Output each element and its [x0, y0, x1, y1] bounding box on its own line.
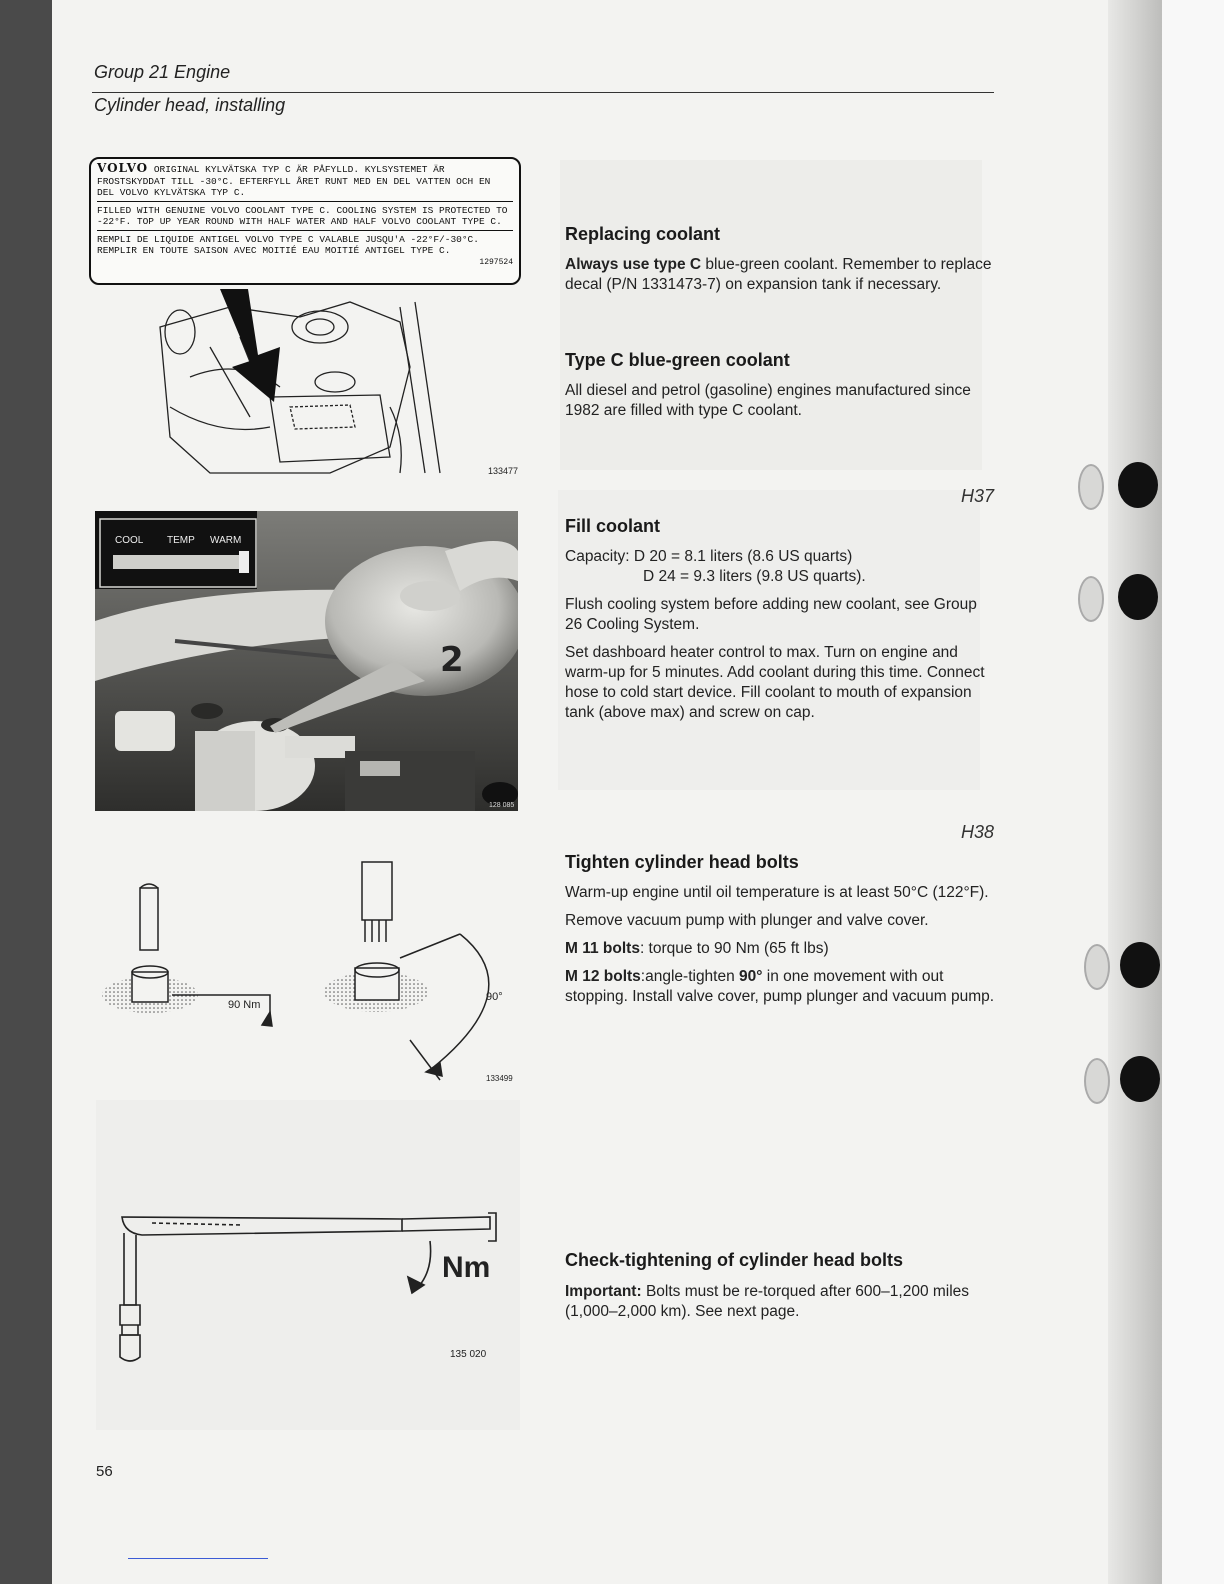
gauge-warm-label: WARM — [210, 535, 242, 546]
important-label: Important: — [565, 1283, 642, 1300]
decal-english: FILLED WITH GENUINE VOLVO COOLANT TYPE C. COOLING SYSTEM IS PROTECTED TO -22°F. TOP UP YEAR ROUND WITH HALF WATER AND HALF VOLVO COOLANT TYPE C. — [97, 205, 513, 231]
warmup-text: Warm-up engine until oil temperature is at least 50°C (122°F). — [565, 884, 989, 901]
section-title-check: Check-tightening of cylinder head bolts — [565, 1250, 904, 1270]
wrench-nm-label: Nm — [442, 1251, 491, 1284]
volvo-logo: VOLVO — [97, 161, 149, 175]
section-title-tighten: Tighten cylinder head bolts — [565, 852, 799, 872]
section-title-replacing: Replacing coolant — [565, 224, 721, 244]
decal-swedish-text: ORIGINAL KYLVÄTSKA TYP C ÄR PÅFYLLD. KYLSYSTEMET ÄR FROSTSKYDDAT TILL -30°C. EFTERFYLL ÅRET RUNT MED EN DEL VATTEN OCH EN DEL VOLVO KYLVÄTSKA TYP C. — [97, 164, 491, 198]
binder-hole-ghost — [1084, 1058, 1110, 1104]
decal-french — [97, 234, 513, 271]
typec-text: All diesel and petrol (gasoline) engines manufactured since 1982 are filled with type C coolant. — [565, 382, 971, 419]
figure-number: 133499 — [486, 1074, 513, 1083]
binder-hole — [1118, 462, 1158, 508]
photo-number: 128 085 — [489, 802, 515, 809]
binder-hole-ghost — [1078, 576, 1104, 622]
decal-swedish — [97, 163, 513, 202]
bolt-tightening-drawing — [100, 850, 520, 1090]
figure-number: 135 020 — [450, 1349, 487, 1360]
check-text: Bolts must be re-torqued after 600–1,200 miles (1,000–2,000 km). See next page. — [565, 1283, 970, 1320]
fill-procedure-text: Set dashboard heater control to max. Turn on engine and warm-up for 5 minutes. Add coolant during this time. Connect hose to cold start device. Fill coolant to mouth of expansion tank (above max) and screw on cap. — [565, 644, 985, 721]
binder-hole — [1118, 574, 1158, 620]
can-number: 2 — [440, 640, 464, 680]
replacing-bold: Always use type C — [565, 256, 702, 273]
page-number: 56 — [96, 1463, 113, 1480]
footer-link-underline[interactable] — [128, 1558, 268, 1559]
capacity-d20: Capacity: D 20 = 8.1 liters (8.6 US quarts) — [565, 548, 853, 565]
check-body — [565, 1282, 995, 1330]
gauge-cool-label: COOL — [115, 535, 144, 546]
binder-hole-ghost — [1084, 944, 1110, 990]
figure-number: 133477 — [488, 466, 519, 476]
replacing-body — [565, 255, 995, 303]
engine-bay-drawing — [150, 287, 530, 479]
binder-hole-ghost — [1078, 464, 1104, 510]
page-subtitle: Cylinder head, installing — [94, 95, 286, 115]
replacing-text: blue-green coolant. Remember to replace decal (P/N 1331473-7) on expansion tank if necessary. — [565, 256, 992, 293]
group-title: Group 21 Engine — [94, 62, 231, 82]
binder-hole — [1120, 1056, 1160, 1102]
section-title-typec: Type C blue-green coolant — [565, 350, 790, 370]
m12-text: :angle-tighten — [640, 968, 740, 985]
tighten-body — [565, 883, 995, 1015]
torque-label: 90 Nm — [228, 999, 261, 1011]
coolant-decal — [89, 157, 521, 285]
gauge-temp-label: TEMP — [167, 535, 195, 546]
scan-background — [1162, 0, 1224, 1584]
section-code-h37: H37 — [960, 486, 994, 506]
binder-hole — [1120, 942, 1160, 988]
fill-body — [565, 547, 995, 731]
section-title-fill: Fill coolant — [565, 516, 661, 536]
fill-flush-text: Flush cooling system before adding new coolant, see Group 26 Cooling System. — [565, 596, 977, 633]
m11-bold: M 11 bolts — [565, 940, 640, 957]
page-edge — [1108, 0, 1162, 1584]
angle-label: 90° — [486, 991, 503, 1003]
torque-wrench-drawing — [112, 1205, 512, 1370]
m12-angle: 90° — [739, 968, 763, 985]
remove-pump-text: Remove vacuum pump with plunger and valve cover. — [565, 912, 929, 929]
m11-text: : torque to 90 Nm (65 ft lbs) — [639, 940, 829, 957]
decal-french-text: REMPLI DE LIQUIDE ANTIGEL VOLVO TYPE C VALABLE JUSQU'A -22°F/-30°C. REMPLIR EN TOUTE SAISON AVEC MOITIÉ EAU MOITIÉ ANTIGEL TYPE C. — [97, 233, 479, 256]
m12-text-rest: in one movement with out stopping. Install valve cover, pump plunger and vacuum pump. — [565, 968, 995, 1005]
typec-body — [565, 381, 995, 429]
header-rule — [92, 92, 994, 93]
coolant-fill-photo — [95, 511, 518, 811]
section-code-h38: H38 — [960, 822, 994, 842]
decal-part-number: 1297524 — [479, 257, 513, 267]
pointer-arrow — [220, 289, 280, 402]
capacity-d24: D 24 = 9.3 liters (9.8 US quarts). — [643, 568, 866, 585]
m12-bold: M 12 bolts — [565, 968, 641, 985]
